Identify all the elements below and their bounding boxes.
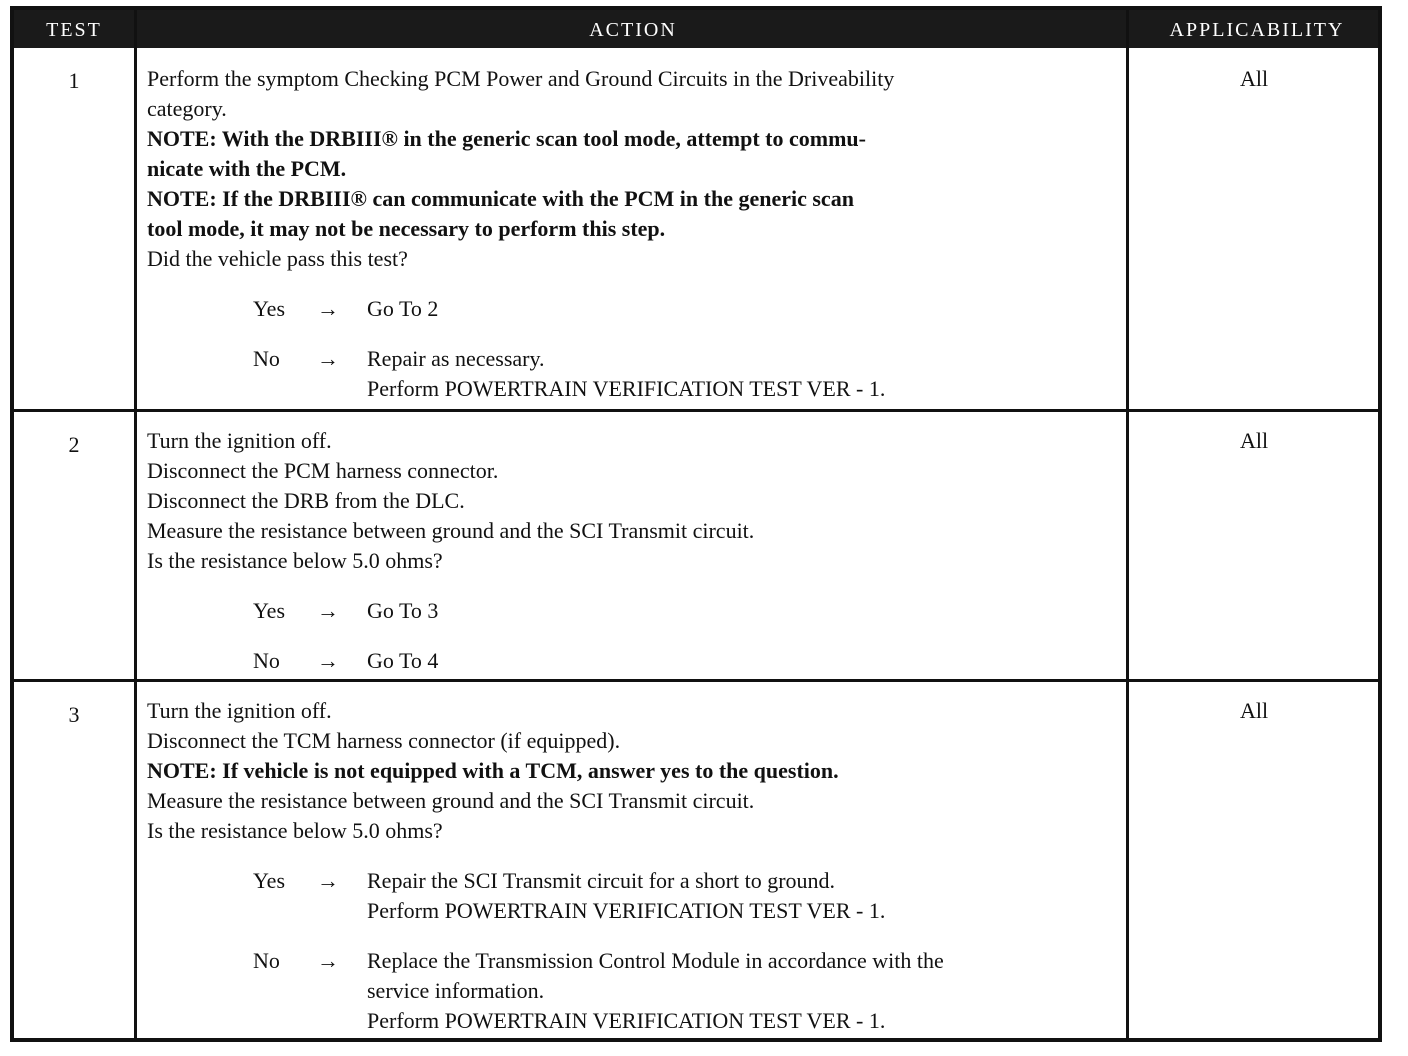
question-line: Is the resistance below 5.0 ohms? [147, 548, 443, 573]
action-line: Disconnect the TCM harness connector (if equipped). [147, 728, 621, 753]
arrow-icon: → [317, 648, 339, 673]
note-line: tool mode, it may not be necessary to perform this step. [147, 216, 666, 241]
action-line: category. [147, 96, 227, 121]
yes-result: Perform POWERTRAIN VERIFICATION TEST VER - 1. [367, 898, 886, 923]
table-header [14, 10, 1378, 48]
applicability-value: All [1239, 698, 1269, 723]
table-row [14, 48, 1378, 409]
action-line: Turn the ignition off. [147, 428, 332, 453]
yes-branch [147, 596, 1127, 626]
action-line: Disconnect the PCM harness connector. [147, 458, 499, 483]
note-line: nicate with the PCM. [147, 156, 347, 181]
arrow-icon: → [317, 868, 339, 893]
action-cell [147, 426, 1127, 676]
table-row [14, 412, 1378, 679]
action-line: Measure the resistance between ground and the SCI Transmit circuit. [147, 788, 755, 813]
no-branch [147, 946, 1127, 976]
no-result: service information. [367, 978, 545, 1003]
action-cell [147, 64, 1127, 404]
no-branch [147, 344, 1127, 374]
header-action: ACTION [589, 19, 677, 41]
yes-label: Yes [253, 598, 286, 623]
action-cell [147, 696, 1127, 1036]
arrow-icon: → [317, 948, 339, 973]
no-result: Perform POWERTRAIN VERIFICATION TEST VER - 1. [367, 1008, 886, 1033]
no-result: Repair as necessary. [367, 346, 545, 371]
arrow-icon: → [317, 346, 339, 371]
note-line: NOTE: If vehicle is not equipped with a TCM, answer yes to the question. [147, 758, 839, 783]
applicability-value: All [1239, 428, 1269, 453]
yes-branch [147, 294, 1127, 324]
action-line: Measure the resistance between ground and the SCI Transmit circuit. [147, 518, 755, 543]
no-label: No [253, 648, 280, 673]
note-line: NOTE: With the DRBIII® in the generic scan tool mode, attempt to commu- [147, 126, 866, 151]
no-branch [147, 646, 1127, 676]
action-line: Perform the symptom Checking PCM Power and Ground Circuits in the Driveability [147, 66, 895, 91]
diagnostic-table [10, 6, 1382, 1042]
yes-label: Yes [253, 868, 286, 893]
note-line: NOTE: If the DRBIII® can communicate with the PCM in the generic scan [147, 186, 854, 211]
yes-label: Yes [253, 296, 286, 321]
no-result: Perform POWERTRAIN VERIFICATION TEST VER - 1. [367, 376, 886, 401]
applicability-value: All [1239, 66, 1269, 91]
arrow-icon: → [317, 598, 339, 623]
action-line: Disconnect the DRB from the DLC. [147, 488, 465, 513]
arrow-icon: → [317, 296, 339, 321]
header-applicability: APPLICABILITY [1169, 19, 1345, 41]
table-row [14, 682, 1378, 1040]
yes-branch [147, 866, 1127, 896]
test-number: 3 [68, 702, 80, 727]
test-number: 2 [68, 432, 80, 457]
no-label: No [253, 948, 280, 973]
test-number: 1 [68, 68, 80, 93]
yes-result: Go To 3 [367, 598, 439, 623]
no-result: Replace the Transmission Control Module in accordance with the [367, 948, 944, 973]
yes-result: Go To 2 [367, 296, 439, 321]
question-line: Did the vehicle pass this test? [147, 246, 408, 271]
header-test: TEST [46, 19, 102, 41]
question-line: Is the resistance below 5.0 ohms? [147, 818, 443, 843]
no-result: Go To 4 [367, 648, 439, 673]
action-line: Turn the ignition off. [147, 698, 332, 723]
yes-result: Repair the SCI Transmit circuit for a short to ground. [367, 868, 836, 893]
no-label: No [253, 346, 280, 371]
